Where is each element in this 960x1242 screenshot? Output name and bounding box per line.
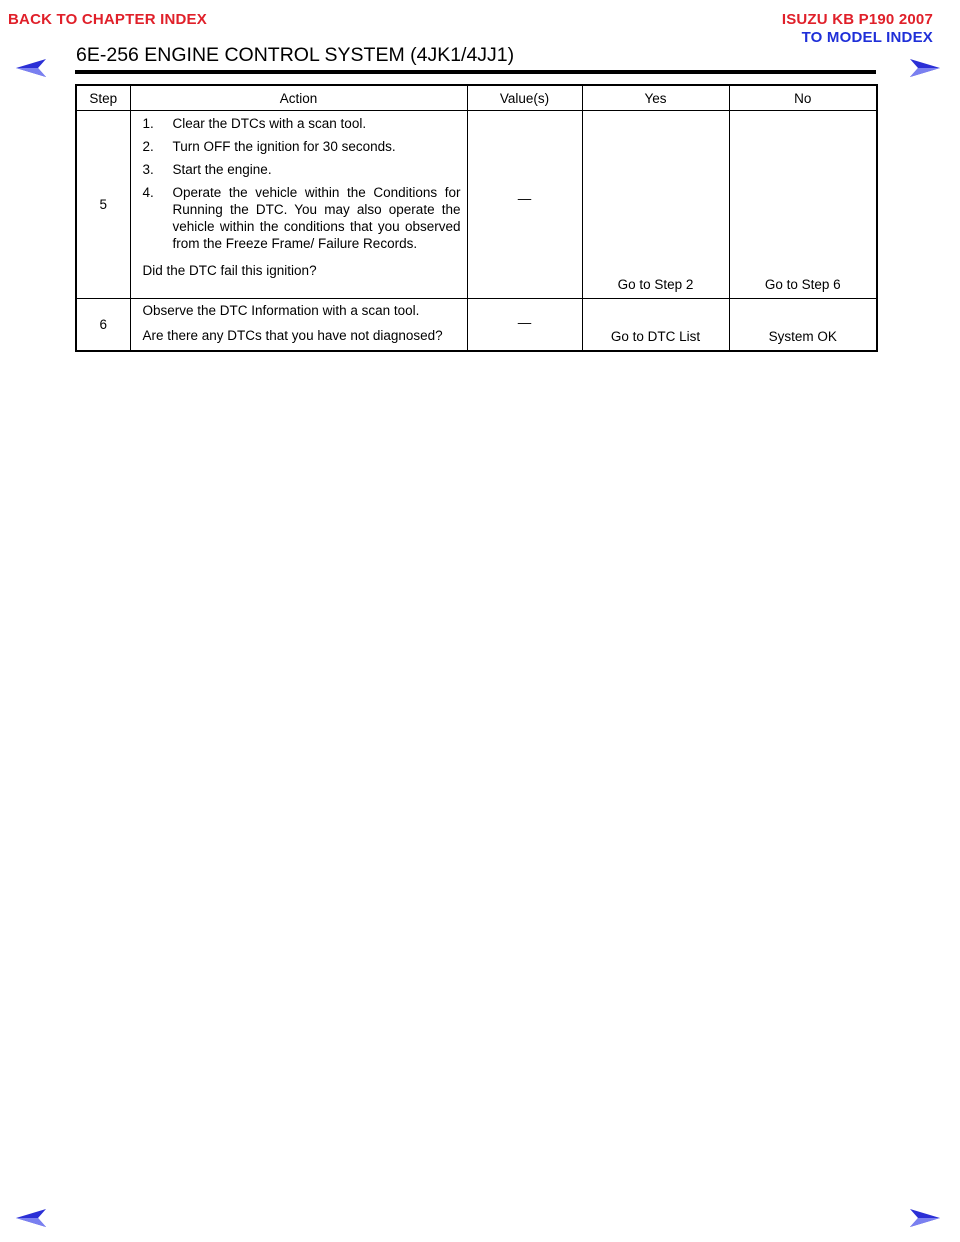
- yes-cell: [582, 299, 729, 352]
- header-rule: [75, 70, 876, 74]
- list-item-text: Turn OFF the ignition for 30 seconds.: [172, 139, 396, 154]
- prev-page-arrow-icon[interactable]: [14, 56, 48, 80]
- page-title: 6E-256 ENGINE CONTROL SYSTEM (4JK1/4JJ1): [76, 44, 515, 66]
- step-number: 6: [76, 299, 130, 352]
- list-item: [143, 161, 461, 178]
- list-item-text: Start the engine.: [172, 162, 272, 177]
- yes-action-link[interactable]: Go to Step 2: [617, 277, 694, 292]
- no-action-link[interactable]: Go to Step 6: [764, 277, 841, 292]
- no-cell: [729, 299, 877, 352]
- no-action-link[interactable]: System OK: [768, 329, 837, 344]
- yes-action-link[interactable]: Go to DTC List: [610, 329, 701, 344]
- next-page-arrow-icon[interactable]: [908, 1206, 942, 1230]
- list-item: [143, 115, 461, 132]
- action-cell: [130, 111, 467, 299]
- diagnostic-table: [75, 84, 878, 352]
- list-item-number: 2.: [142, 139, 154, 154]
- no-cell: [729, 111, 877, 299]
- list-item: [143, 138, 461, 155]
- list-item-number: 3.: [142, 162, 154, 177]
- yes-cell: [582, 111, 729, 299]
- list-item: [143, 184, 461, 252]
- action-question: Are there any DTCs that you have not diagnosed?: [142, 328, 443, 343]
- table-header-row: [76, 85, 877, 111]
- prev-page-arrow-icon[interactable]: [14, 1206, 48, 1230]
- column-header-step: Step: [76, 85, 130, 111]
- back-to-chapter-link[interactable]: BACK TO CHAPTER INDEX: [8, 11, 207, 28]
- list-item-text: Clear the DTCs with a scan tool.: [172, 116, 367, 131]
- action-intro: Observe the DTC Information with a scan tool.: [142, 303, 420, 318]
- list-item-number: 4.: [142, 185, 154, 200]
- value-cell: [467, 111, 582, 299]
- action-cell: [130, 299, 467, 352]
- value-cell: [467, 299, 582, 352]
- table-row: [76, 111, 877, 299]
- model-title: ISUZU KB P190 2007: [781, 11, 933, 28]
- table-row: [76, 299, 877, 352]
- column-header-action: Action: [130, 85, 467, 111]
- to-model-index-link[interactable]: TO MODEL INDEX: [801, 29, 933, 46]
- list-item-text: Operate the vehicle within the Conditions for Running the DTC. You may also operate the vehicle within the conditions that you observed from the Freeze Frame/ Failure Records.: [172, 185, 461, 251]
- action-question: Did the DTC fail this ignition?: [142, 263, 317, 278]
- step-number: 5: [76, 111, 130, 299]
- column-header-no: No: [729, 85, 877, 111]
- value-text: —: [517, 191, 532, 206]
- column-header-values: Value(s): [467, 85, 582, 111]
- list-item-number: 1.: [142, 116, 154, 131]
- column-header-yes: Yes: [582, 85, 729, 111]
- next-page-arrow-icon[interactable]: [908, 56, 942, 80]
- value-text: —: [517, 315, 532, 330]
